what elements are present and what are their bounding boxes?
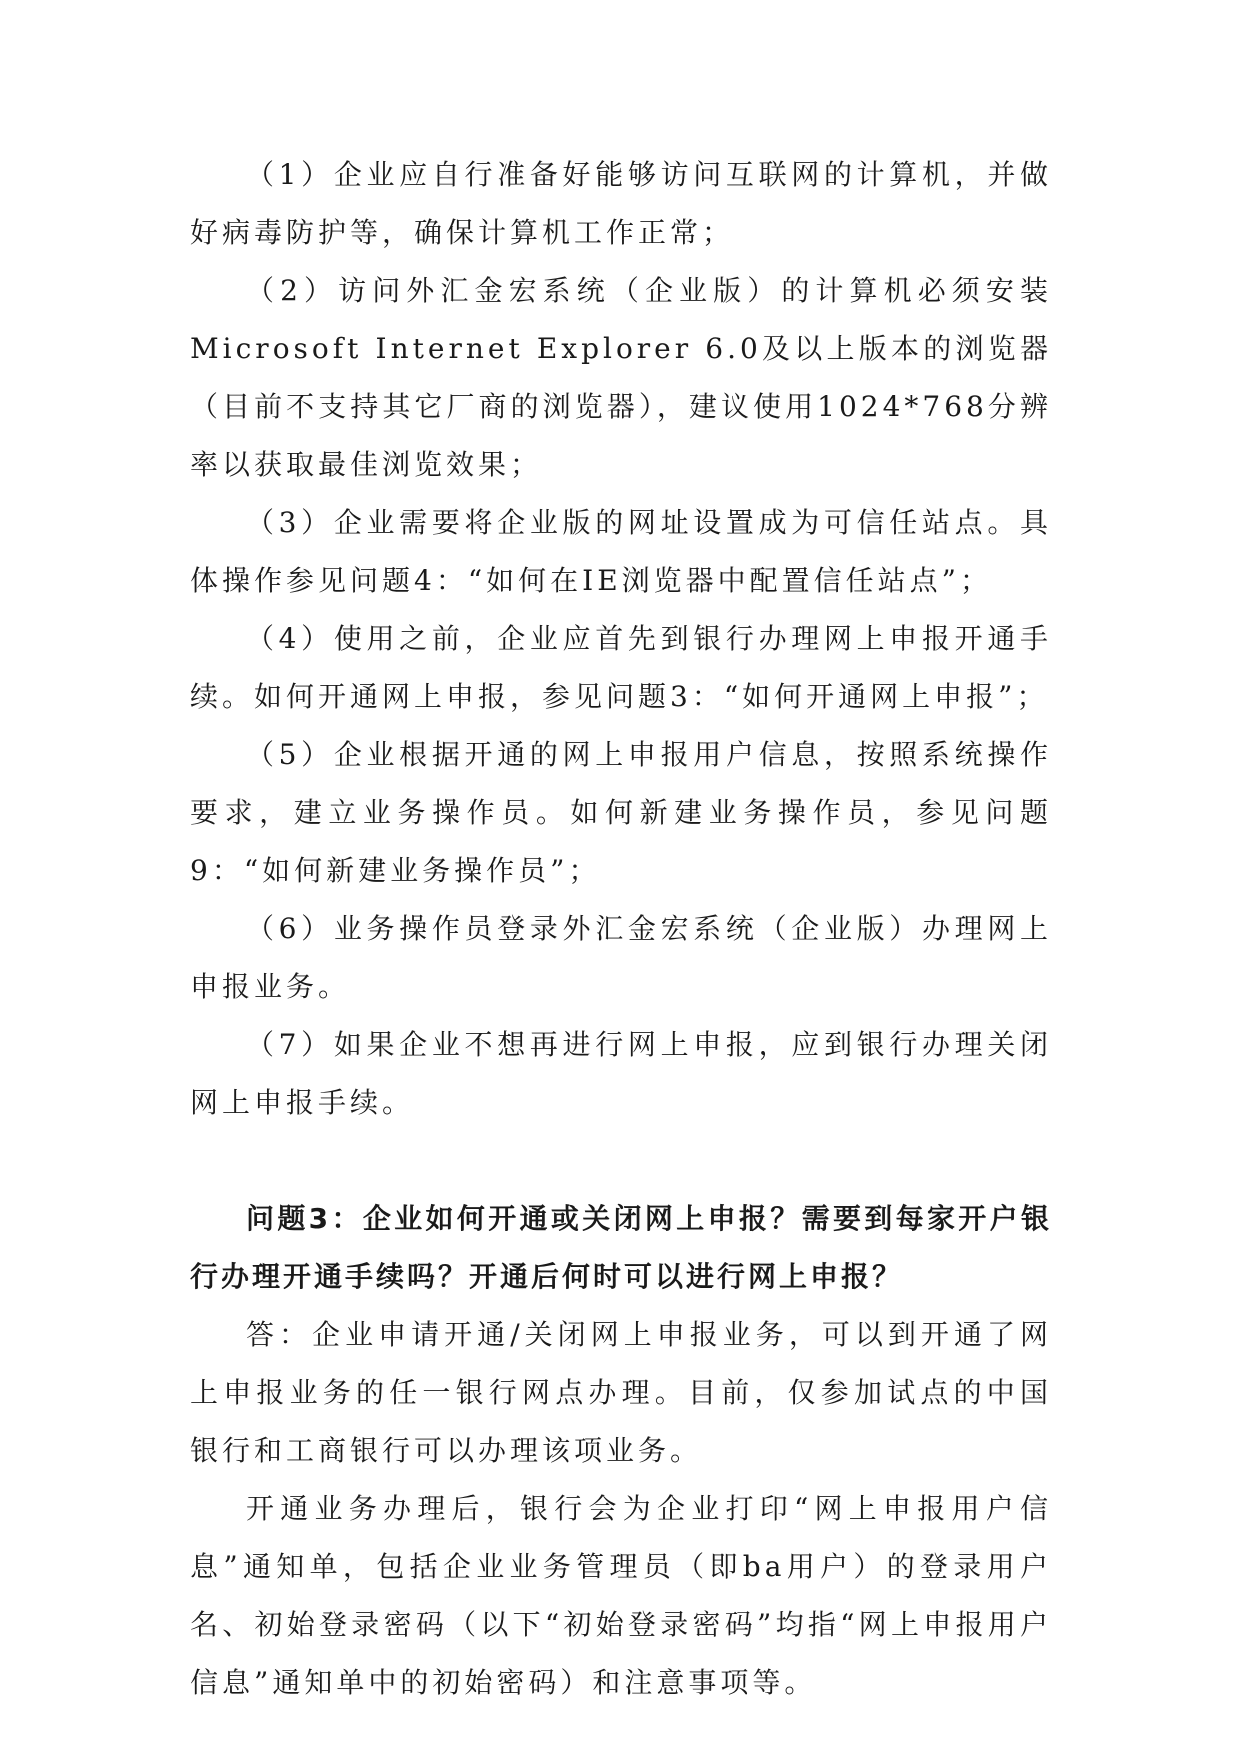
step-1-paragraph: （1）企业应自行准备好能够访问互联网的计算机，并做好病毒防护等，确保计算机工作正常；: [190, 158, 1052, 249]
step-3-paragraph: （3）企业需要将企业版的网址设置成为可信任站点。具体操作参见问题4：“如何在IE浏览器中配置信任站点”；: [190, 506, 1052, 597]
step-5-paragraph: （5）企业根据开通的网上申报用户信息，按照系统操作要求，建立业务操作员。如何新建业务操作员，参见问题9：“如何新建业务操作员”；: [190, 738, 1052, 887]
question-3-heading: 问题3：企业如何开通或关闭网上申报？需要到每家开户银行办理开通手续吗？开通后何时可以进行网上申报？: [190, 1202, 1052, 1293]
step-7-paragraph: （7）如果企业不想再进行网上申报，应到银行办理关闭网上申报手续。: [190, 1028, 1052, 1119]
step-4-paragraph: （4）使用之前，企业应首先到银行办理网上申报开通手续。如何开通网上申报，参见问题3：“如何开通网上申报”；: [190, 622, 1052, 713]
document-body: [190, 146, 1052, 1712]
step-2-paragraph: （2）访问外汇金宏系统（企业版）的计算机必须安装Microsoft Internet Explorer 6.0及以上版本的浏览器（目前不支持其它厂商的浏览器），建议使用1024*768分辨率以获取最佳浏览效果；: [190, 274, 1052, 481]
section-spacer: [190, 1132, 1052, 1190]
answer-paragraph-2: 开通业务办理后，银行会为企业打印“网上申报用户信息”通知单，包括企业业务管理员（即ba用户）的登录用户名、初始登录密码（以下“初始登录密码”均指“网上申报用户信息”通知单中的初始密码）和注意事项等。: [190, 1492, 1052, 1699]
answer-paragraph-1: 答：企业申请开通/关闭网上申报业务，可以到开通了网上申报业务的任一银行网点办理。目前，仅参加试点的中国银行和工商银行可以办理该项业务。: [190, 1318, 1052, 1467]
step-6-paragraph: （6）业务操作员登录外汇金宏系统（企业版）办理网上申报业务。: [190, 912, 1052, 1003]
